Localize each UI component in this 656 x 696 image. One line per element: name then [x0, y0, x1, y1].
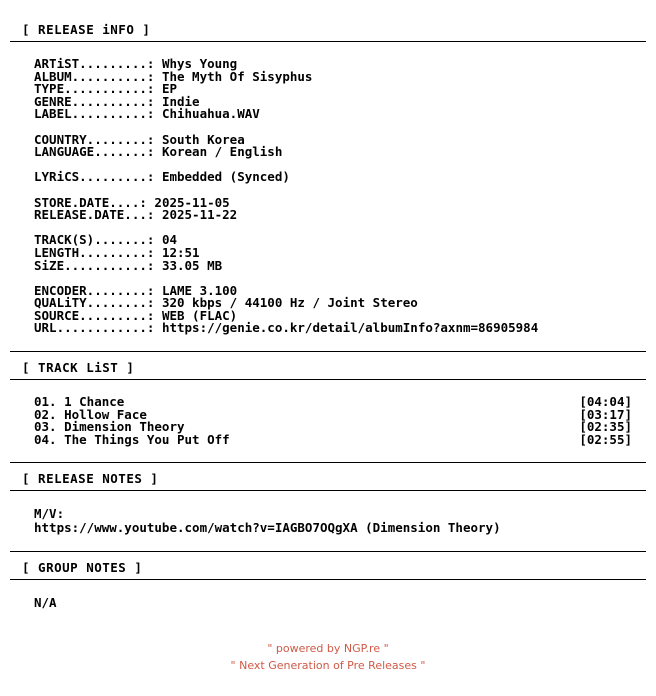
track-list-section [10, 351, 646, 380]
release-notes-section [10, 462, 646, 491]
release-info-value: WEB (FLAC) [154, 307, 238, 323]
divider-release-notes-top [10, 462, 646, 463]
release-info-label: ALBUM..........: [34, 68, 155, 84]
track-duration: [03:17] [579, 406, 632, 422]
release-info-label: URL............: [34, 320, 155, 336]
track-list-rows [10, 396, 646, 446]
release-info-label: GENRE..........: [34, 93, 155, 109]
track-duration: [04:04] [579, 394, 632, 410]
group-notes-line: N/A [34, 595, 57, 611]
release-info-label: LENGTH.........: [34, 244, 155, 260]
release-info-value: Whys Young [154, 56, 238, 71]
release-info-value: 04 [154, 232, 177, 248]
divider-group-notes-top [10, 551, 646, 552]
release-info-label: TRACK(S).......: [34, 232, 155, 248]
track-title: The Things You Put Off [56, 431, 230, 447]
release-info-label: LANGUAGE.......: [34, 144, 155, 160]
release-notes-line: M/V: [34, 506, 65, 522]
release-info-value: LAME 3.100 [154, 282, 238, 298]
release-info-label: LYRiCS.........: [34, 169, 155, 185]
release-info-value: South Korea [154, 131, 245, 147]
release-info-value: Chihuahua.WAV [154, 106, 260, 122]
release-info-label: ENCODER........: [34, 282, 155, 298]
group-notes-section [10, 551, 646, 580]
release-info-row [34, 108, 646, 121]
release-info-label: STORE.DATE....: [34, 194, 147, 210]
release-info-row [34, 257, 646, 273]
release-info-value: 2025-11-22 [154, 207, 238, 223]
track-number: 02. [34, 406, 57, 422]
divider-track-list-top [10, 351, 646, 352]
release-info-label: TYPE...........: [34, 81, 155, 97]
release-info-fields [10, 58, 646, 335]
track-number: 03. [34, 419, 57, 435]
release-notes-line: https://www.youtube.com/watch?v=IAGBO7OQgXA (Dimension Theory) [34, 520, 501, 536]
release-info-value: EP [154, 81, 177, 97]
release-info-value: The Myth Of Sisyphus [154, 68, 313, 84]
release-info-label: SOURCE.........: [34, 307, 155, 323]
release-info-value: 320 kbps / 44100 Hz / Joint Stereo [154, 295, 418, 311]
track-duration: [02:35] [579, 419, 632, 435]
release-info-row [34, 209, 646, 222]
release-info-label: LABEL..........: [34, 106, 155, 122]
release-info-value: 2025-11-05 [146, 194, 230, 210]
footer-powered-by: " powered by NGP.re " [267, 642, 389, 655]
release-info-row [34, 171, 646, 184]
track-duration: [02:55] [579, 431, 632, 447]
track-title: 1 Chance [56, 394, 125, 410]
release-info-label: SiZE...........: [34, 257, 155, 273]
release-notes-heading: [ RELEASE NOTES ] [22, 471, 159, 487]
release-info-heading: [ RELEASE iNFO ] [22, 22, 151, 37]
track-title: Dimension Theory [56, 419, 185, 435]
group-notes-heading: [ GROUP NOTES ] [22, 560, 143, 576]
release-info-section [10, 0, 646, 42]
spacer [10, 335, 646, 351]
spacer [10, 535, 646, 551]
spacer [10, 446, 646, 462]
track-number: 04. [34, 431, 57, 447]
spacer [10, 491, 646, 507]
release-notes-body [10, 507, 646, 535]
release-info-value: Embedded (Synced) [154, 169, 290, 185]
release-info-value: 33.05 MB [154, 257, 223, 273]
release-info-row [34, 146, 646, 159]
footer-tagline: " Next Generation of Pre Releases " [230, 659, 426, 672]
release-info-label: COUNTRY........: [34, 131, 155, 147]
release-info-value: Korean / English [154, 144, 283, 160]
spacer [10, 580, 646, 596]
track-row [34, 431, 646, 447]
release-info-value: https://genie.co.kr/detail/albumInfo?axnm=86905984 [154, 320, 539, 336]
release-info-row [34, 322, 646, 335]
footer [0, 640, 656, 674]
track-number: 01. [34, 394, 57, 410]
group-notes-body [10, 596, 646, 610]
track-list-heading: [ TRACK LiST ] [22, 360, 135, 376]
release-info-label: ARTiST.........: [34, 56, 155, 71]
release-info-label: QUALiTY........: [34, 295, 155, 311]
release-info-value: 12:51 [154, 244, 200, 260]
track-title: Hollow Face [56, 406, 147, 422]
release-info-label: RELEASE.DATE...: [34, 207, 155, 223]
release-info-value: Indie [154, 93, 200, 109]
